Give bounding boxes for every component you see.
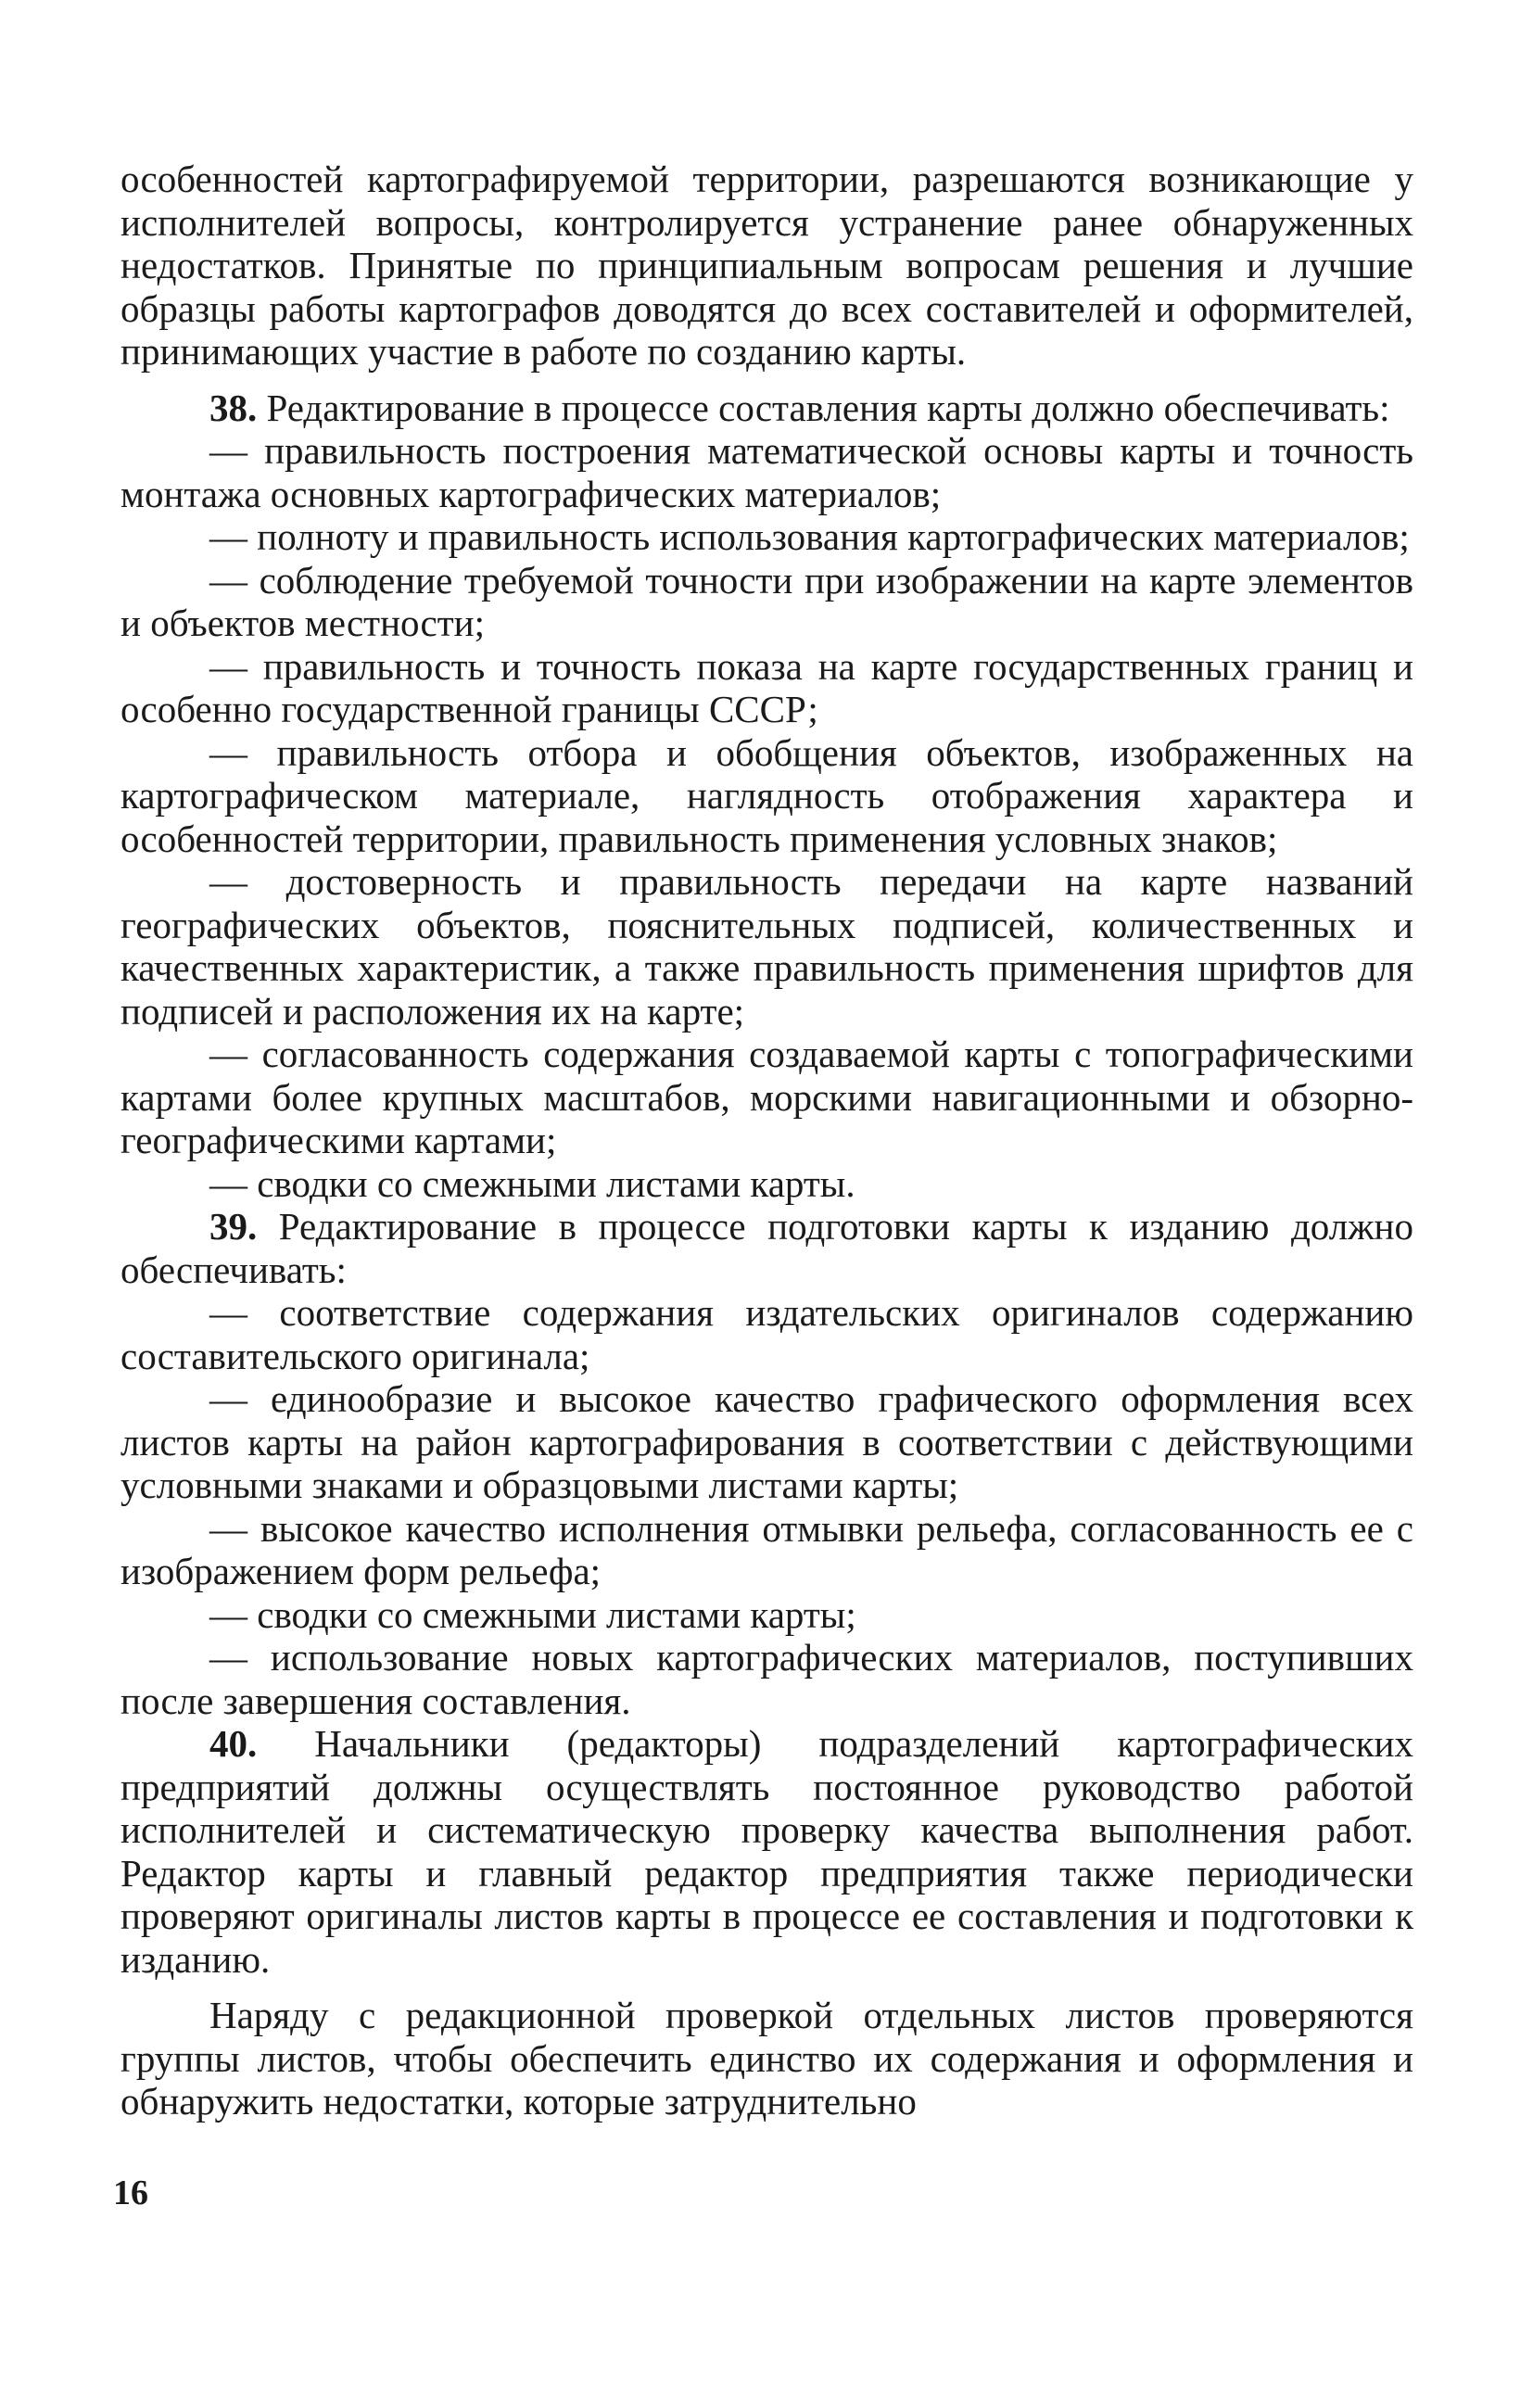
section-38-item: — полноту и правильность использования картографических материалов; xyxy=(209,515,1410,558)
section-38-item: — сводки со смежными листами карты. xyxy=(209,1161,855,1205)
section-38-item: — соблюдение требуемой точности при изображении на карте элементов и объектов местности; xyxy=(120,558,1413,644)
section-39-item: — использование новых картографических материалов, поступивших после завершения составления. xyxy=(120,1636,1413,1722)
section-40-number: 40. xyxy=(209,1722,258,1765)
section-38-item: — согласованность содержания создаваемой карты с топографическими картами более крупных масштабов, морскими навигационными и обзорно-географическими картами; xyxy=(120,1033,1413,1161)
body-text xyxy=(120,158,1413,2123)
section-39-item: — единообразие и высокое качество графического оформления всех листов карты на район картографирования в соответствии с действующими условными знаками и образцовыми листами карты; xyxy=(120,1377,1413,1506)
section-38-item: — правильность и точность показа на карте государственных границ и особенно государственной границы СССР; xyxy=(120,644,1413,730)
section-40-paragraph xyxy=(120,1722,1413,1981)
section-39-item: — сводки со смежными листами карты; xyxy=(209,1592,856,1636)
section-40-text: Начальники (редакторы) подразделений картографических предприятий должны осуществлять постоянное руководство работой исполнителей и систематическую проверку качества выполнения работ. Редактор карты и главный редактор предприятия также периодически проверяют оригиналы листов карты в процессе ее составления и подготовки к изданию. xyxy=(120,1722,1413,1981)
section-39-item: — соответствие содержания издательских оригиналов содержанию составительского оригинала; xyxy=(120,1291,1413,1377)
section-39-heading xyxy=(120,1205,1413,1291)
section-38-item: — правильность отбора и обобщения объектов, изображенных на картографическом материале, наглядность отображения характера и особенностей территории, правильность применения условных знаков; xyxy=(120,730,1413,860)
closing-paragraph: Наряду с редакционной проверкой отдельных листов проверяются группы листов, чтобы обеспечить единство их содержания и оформления и обнаружить недостатки, которые затруднительно xyxy=(120,1994,1413,2123)
section-38-item: — правильность построения математической основы карты и точность монтажа основных картографических материалов; xyxy=(120,429,1413,515)
section-39-item: — высокое качество исполнения отмывки рельефа, согласованность ее с изображением форм рельефа; xyxy=(120,1506,1413,1592)
section-39-number: 39. xyxy=(209,1205,258,1248)
section-39-lead: Редактирование в процессе подготовки карты к изданию должно обеспечивать: xyxy=(120,1205,1413,1291)
intro-paragraph: особенностей картографируемой территории, разрешаются возникающие у исполнителей вопросы, контролируется устранение ранее обнаруженных недостатков. Принятые по принципиальным вопросам решения и лучшие образцы работы картографов доводятся до всех составителей и оформителей, принимающих участие в работе по созданию карты. xyxy=(120,158,1413,373)
section-38-lead: Редактирование в процессе составления карты должно обеспечивать: xyxy=(257,386,1390,429)
section-38-item: — достоверность и правильность передачи на карте названий географических объектов, пояснительных подписей, количественных и качественных характеристик, а также правильность применения шрифтов для подписей и расположения их на карте; xyxy=(120,860,1413,1033)
page-number: 16 xyxy=(113,2174,148,2212)
section-38-number: 38. xyxy=(209,386,258,429)
section-38-heading xyxy=(120,387,1413,430)
